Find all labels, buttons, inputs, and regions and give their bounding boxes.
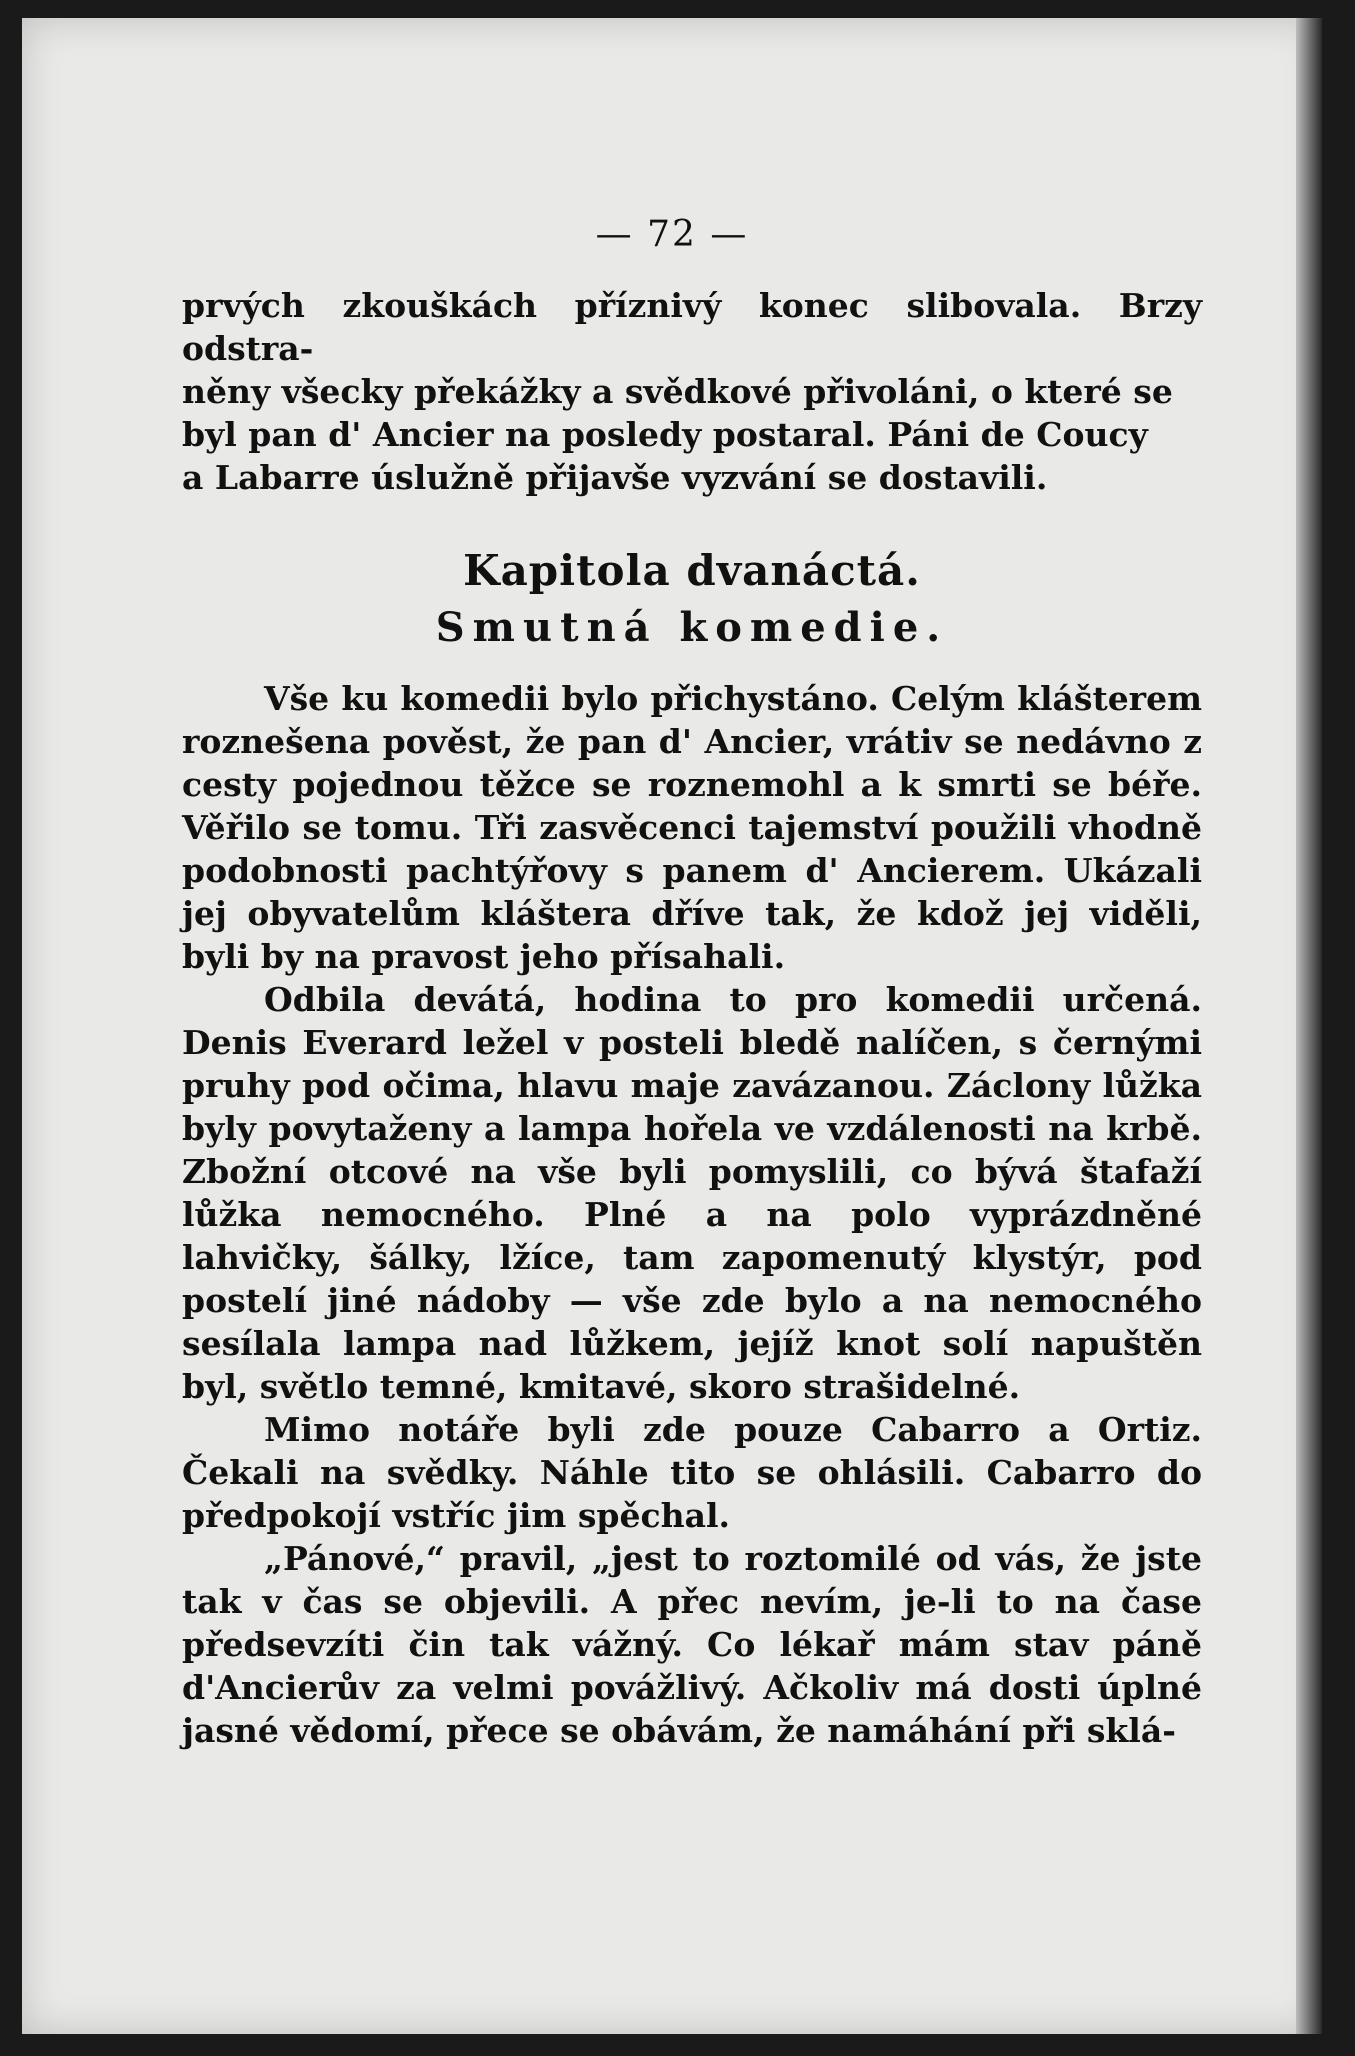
paragraph: „Pánové,“ pravil, „jest to roztomilé od vás, že jste tak v čas se objevili. A přec nevím, je-li to na čase předsevzíti čin tak vážný. Co lékař mám stav páně d'Ancierův za velmi povážlivý. Ačkoliv má dosti úplné jasné vědomí, přece se obávám, že namáhání při sklá-	[182, 1539, 1202, 1750]
paragraph: Odbila devátá, hodina to pro komedii určená. Denis Everard ležel v posteli bledě nalíčen, s černými pruhy pod očima, hlavu maje zavázanou. Záclony lůžka byly povytaženy a lampa hořela ve vzdálenosti na krbě. Zbožní otcové na vše byli pomyslili, co bývá štafaží lůžka nemocného. Plné a na polo vyprázdněné lahvičky, šálky, lžíce, tam zapomenutý klystýr, pod postelí jiné nádoby — vše zde bylo a na nemocného sesílala lampa nad lůžkem, jejíž knot solí napuštěn byl, světlo temné, kmitavé, skoro strašidelné.	[182, 980, 1202, 1406]
page-edge-shadow	[1296, 18, 1322, 2034]
page-number: — 72 —	[595, 214, 749, 255]
chapter-subtitle: Smutná komedie.	[435, 604, 949, 651]
chapter-title: Kapitola dvanáctá.	[463, 546, 921, 595]
paragraph: Vše ku komedii bylo přichystáno. Celým klášterem roznešena pověst, že pan d' Ancier, vrátiv se nedávno z cesty pojednou těžce se roznemohl a k smrti se béře. Věřilo se tomu. Tři zasvěcenci tajemství použili vhodně podobnosti pachtýřovy s panem d' Ancierem. Ukázali jej obyvatelům kláštera dříve tak, že kdož jej viděli, byli by na pravost jeho přísahali.	[182, 679, 1202, 976]
book-page	[22, 18, 1322, 2034]
intro-line: byl pan d' Ancier na posledy postaral. Páni de Coucy	[182, 415, 1148, 454]
intro-line: a Labarre úslužně přijavše vyzvání se dostavili.	[182, 458, 1048, 497]
text-block	[182, 284, 1202, 1752]
paragraph: Mimo notáře byli zde pouze Cabarro a Ortiz. Čekali na svědky. Náhle tito se ohlásili. Cabarro do předpokojí vstříc jim spěchal.	[182, 1410, 1202, 1535]
intro-line: prvých zkouškách příznivý konec slibovala. Brzy odstra-	[182, 286, 1202, 368]
intro-line: něny všecky překážky a svědkové přivoláni, o které se	[182, 372, 1173, 411]
